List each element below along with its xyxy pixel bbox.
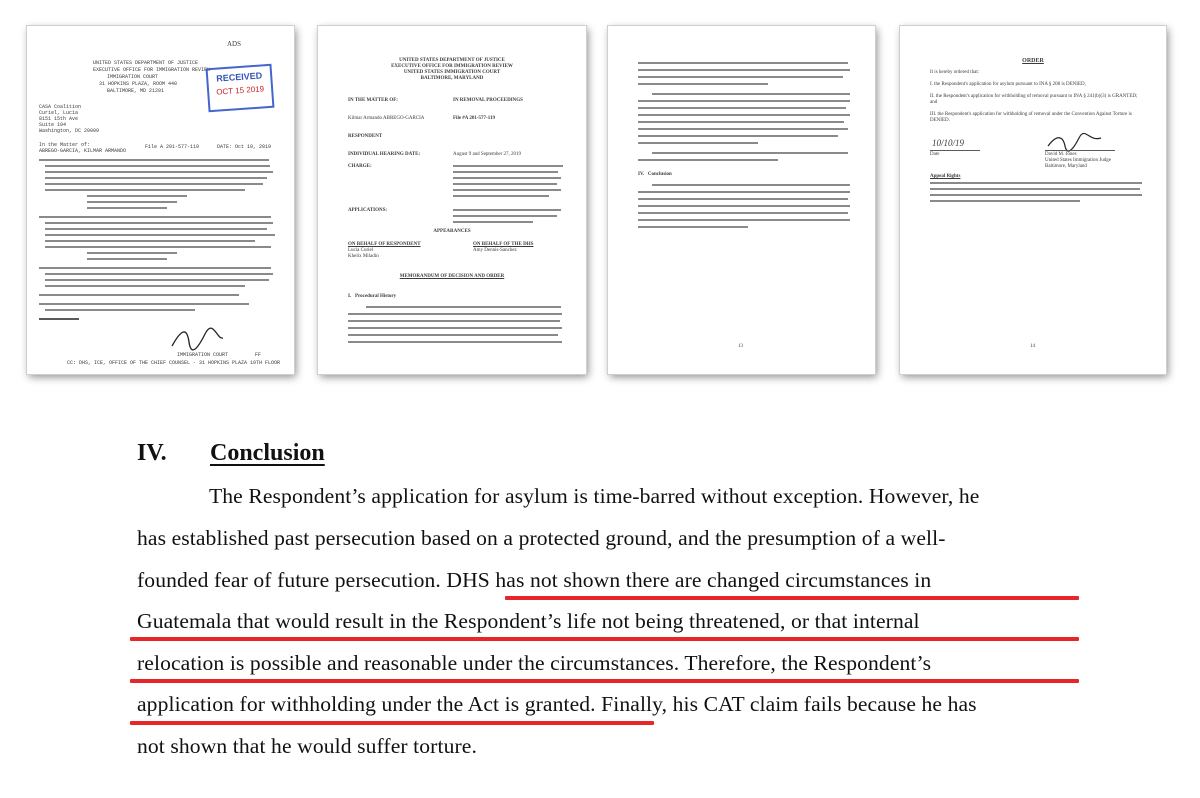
judge-city: Baltimore, Maryland — [1045, 164, 1087, 169]
footer-cc: CC: DHS, ICE, OFFICE OF THE CHIEF COUNSEL · 31 HOPKINS PLAZA 10TH FLOOR — [67, 360, 281, 366]
top-tag: ADS — [227, 40, 242, 48]
file-number: File #A 201-577-119 — [453, 116, 495, 121]
paragraph-line: founded fear of future persecution. DHS has not shown there are changed circumstances in — [137, 568, 932, 592]
hearing-value: August 9 and September 27, 2019 — [453, 152, 522, 157]
court-head-line: UNITED STATES DEPARTMENT OF JUSTICE — [399, 58, 505, 63]
charge-label: CHARGE: — [348, 164, 372, 169]
proceedings-label: IN REMOVAL PROCEEDINGS — [453, 98, 523, 103]
received-stamp — [206, 64, 275, 112]
procedural-history-heading: I. Procedural History — [348, 294, 397, 299]
paragraph-line: not shown that he would suffer torture. — [137, 734, 477, 758]
judge-name: David M. Jones — [1045, 152, 1077, 157]
date-label: Date — [930, 152, 940, 157]
recipient-line: CASA Coalition — [39, 104, 82, 110]
agency-line: UNITED STATES DEPARTMENT OF JUSTICE — [93, 60, 199, 66]
appearances-title: APPEARANCES — [433, 229, 471, 234]
highlight-underline — [130, 721, 654, 725]
paragraph-line: application for withholding under the Act is granted. Finally, his CAT claim fails because he has — [137, 692, 977, 716]
highlight-underline — [130, 679, 1079, 683]
order-item: II. the Respondent's application for withholding of removal pursuant to INA § 241(b)(3) is GRANTED; and — [930, 94, 1138, 106]
agency-line: IMMIGRATION COURT — [107, 74, 159, 80]
court-head-line: UNITED STATES IMMIGRATION COURT — [403, 70, 501, 75]
file-ref: File A 201-577-119 — [145, 144, 200, 150]
respondent-counsel: Lucia Curiel — [348, 248, 374, 253]
court-head-line: EXECUTIVE OFFICE FOR IMMIGRATION REVIEW — [391, 64, 513, 69]
page-thumbnail-decision-cover — [318, 26, 586, 374]
page-number: 14 — [1030, 344, 1035, 349]
stamp-label: RECEIVED — [215, 70, 263, 84]
matter-label: IN THE MATTER OF: — [348, 98, 398, 103]
paragraph-line: has established past persecution based on a protected ground, and the presumption of a well- — [137, 526, 946, 550]
respondent-label: RESPONDENT — [348, 134, 383, 139]
for-dhs: ON BEHALF OF THE DHS — [473, 242, 534, 247]
section-title: Conclusion — [210, 440, 325, 466]
page-thumbnail-notice — [27, 26, 294, 374]
recipient-line: Suite 104 — [39, 122, 67, 128]
judge-signature — [1045, 132, 1105, 152]
order-intro: It is hereby ordered that: — [930, 70, 980, 75]
order-item: III. the Respondent's application for withholding of removal under the Convention Against Torture is DENIED. — [930, 112, 1132, 124]
appeal-rights-title: Appeal Rights — [930, 174, 961, 179]
sign-date: 10/10/19 — [932, 138, 965, 148]
hearing-label: INDIVIDUAL HEARING DATE: — [348, 152, 421, 157]
matter-line: In the Matter of: — [39, 142, 91, 148]
recipient-line: Washington, DC 20009 — [39, 128, 100, 134]
matter-line: ABREGO-GARCIA, KILMAR ARMANDO — [39, 148, 127, 154]
conclusion-heading-mini: IV. Conclusion — [638, 172, 672, 177]
court-head-line: BALTIMORE, MARYLAND — [420, 76, 484, 81]
agency-line: 31 HOPKINS PLAZA, ROOM 440 — [99, 81, 178, 87]
order-item: I. the Respondent's application for asylum pursuant to INA § 208 is DENIED, — [930, 82, 1086, 87]
respondent-name: Kilmar Armando ABREGO-GARCIA — [348, 116, 425, 121]
for-respondent: ON BEHALF OF RESPONDENT — [348, 242, 421, 247]
section-number: IV. — [137, 440, 167, 466]
signer: IMMIGRATION COURT — [177, 352, 229, 358]
date-ref: DATE: Oct 10, 2019 — [217, 144, 272, 150]
page-thumbnail-order — [900, 26, 1166, 374]
applications-label: APPLICATIONS: — [348, 208, 388, 213]
page-thumbnail-conclusion — [608, 26, 875, 374]
respondent-counsel: Khelix Miladin — [348, 254, 379, 259]
highlight-underline — [505, 596, 1079, 600]
memo-title: MEMORANDUM OF DECISION AND ORDER — [399, 274, 505, 279]
stamp-date: OCT 15 2019 — [215, 84, 265, 97]
dhs-counsel: Amy Dennis-Sanchez — [473, 248, 517, 253]
agency-line: EXECUTIVE OFFICE FOR IMMIGRATION REVIEW — [93, 67, 211, 73]
order-title: ORDER — [1022, 58, 1044, 64]
recipient-line: 8151 15th Ave — [39, 116, 79, 122]
page-number: 13 — [738, 344, 743, 349]
paragraph-line: Guatemala that would result in the Respondent’s life not being threatened, or that internal — [137, 609, 920, 633]
paragraph-line: relocation is possible and reasonable under the circumstances. Therefore, the Respondent’s — [137, 651, 932, 675]
recipient-line: Curiel, Lucia — [39, 110, 79, 116]
signature-scribble — [167, 326, 227, 352]
paragraph-line: The Respondent’s application for asylum is time-barred without exception. However, he — [209, 484, 980, 508]
agency-line: BALTIMORE, MD 21201 — [107, 88, 165, 94]
highlight-underline — [130, 637, 1079, 641]
section-heading — [137, 440, 325, 467]
page-mark: FF — [255, 352, 262, 358]
judge-title: United States Immigration Judge — [1045, 158, 1111, 163]
